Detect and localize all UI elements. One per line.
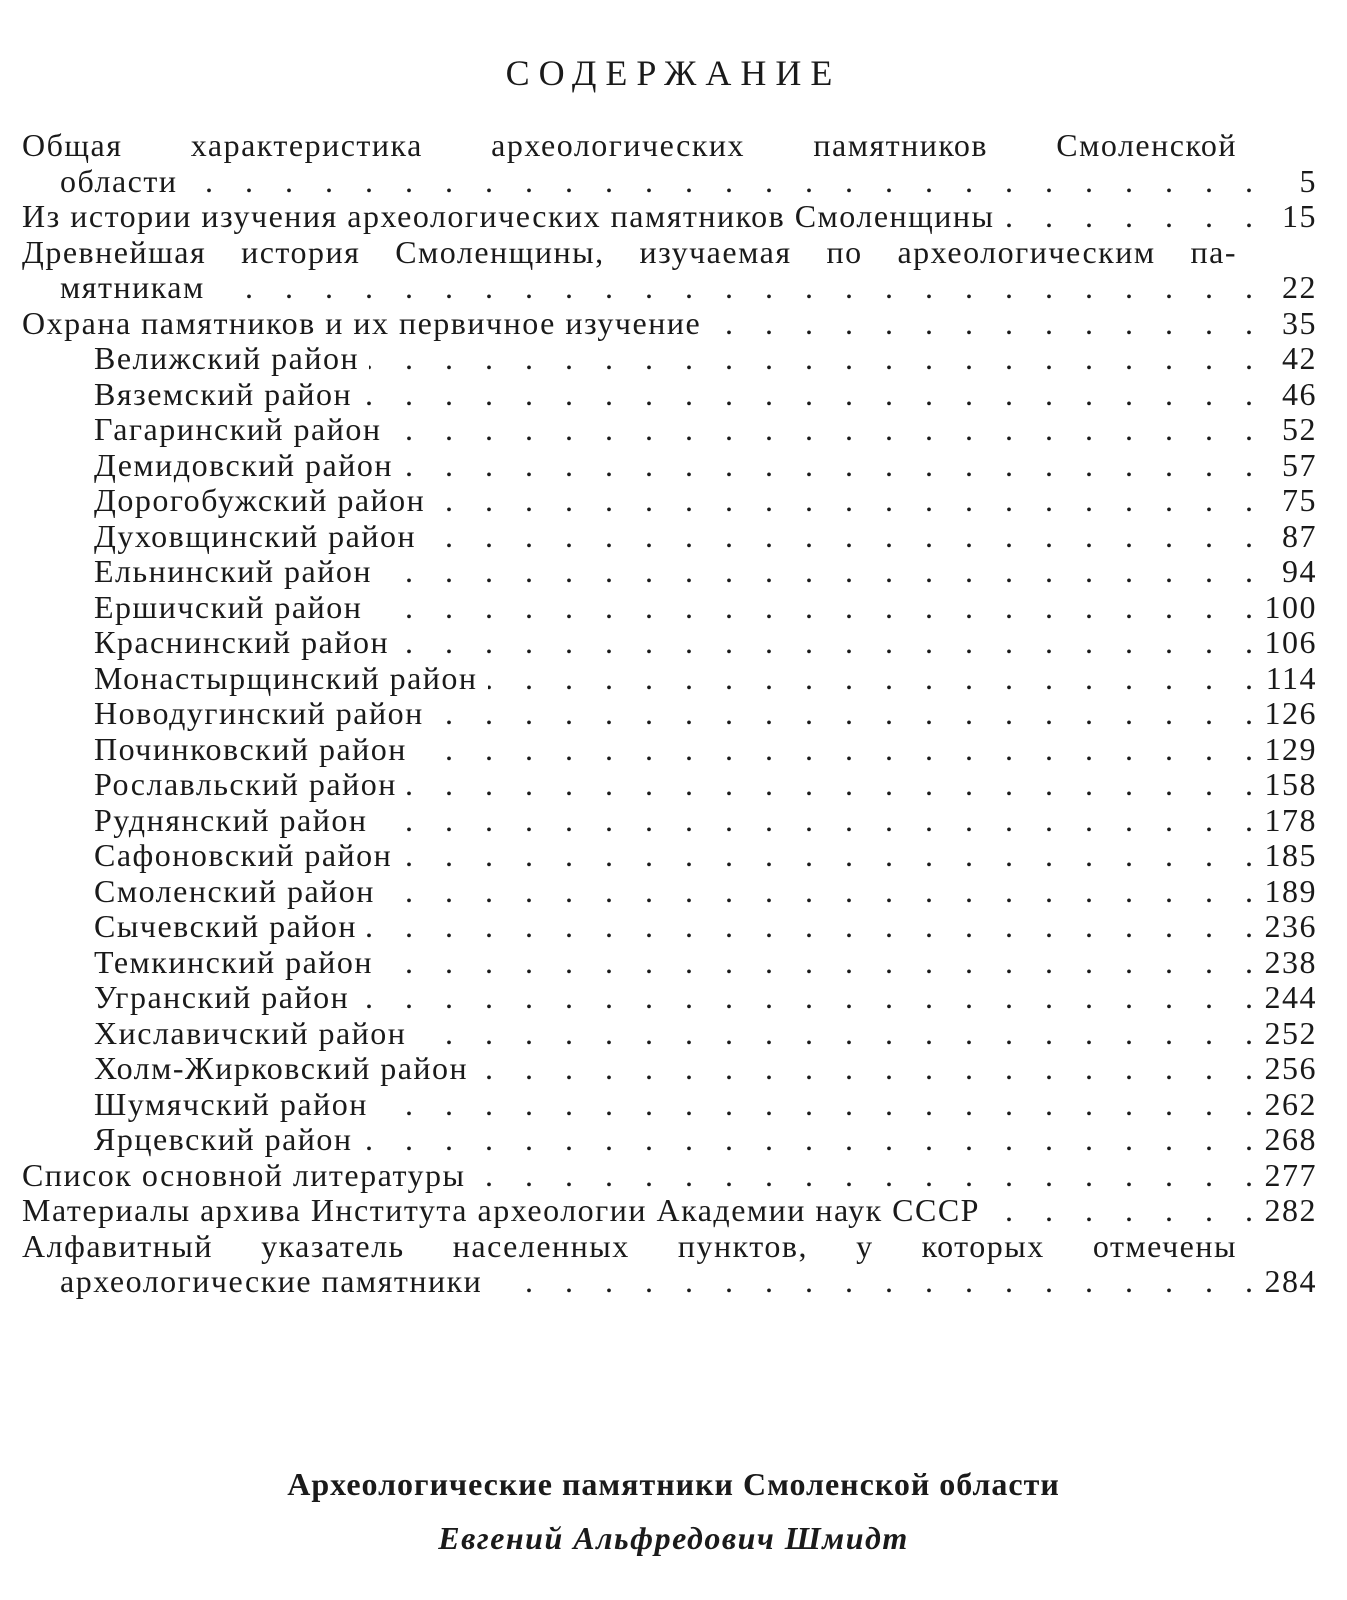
toc-entry-line (22, 306, 1317, 342)
toc-entry-line (22, 838, 1317, 874)
toc-entry-title: Дорогобужский район (94, 482, 426, 518)
toc-entry-title: Велижский район (94, 340, 360, 376)
dot-leader (362, 377, 1253, 413)
toc-entry-line (22, 874, 1317, 910)
toc-entry-title: мятникам (60, 269, 205, 305)
toc-page-number: 35 (1282, 304, 1317, 341)
toc-entry-line (22, 909, 1317, 945)
toc-entry (22, 767, 1317, 803)
toc-entry-title: области (60, 162, 178, 199)
toc-entry (22, 412, 1317, 448)
toc-entry (22, 696, 1317, 732)
dot-leader (215, 270, 1253, 306)
toc-entry-title-line: Алфавитный указатель населенных пунктов, у которых отмечены (22, 1227, 1237, 1264)
toc-entry-title: Ельнинский район (94, 553, 372, 589)
toc-entry (22, 625, 1317, 661)
dot-leader (435, 483, 1253, 519)
toc-page-number: 236 (1264, 908, 1317, 944)
toc-page-number: 268 (1264, 1121, 1317, 1157)
toc-entry-line (22, 412, 1317, 448)
toc-entry-title: Монастырщинский район (94, 659, 478, 696)
dot-leader (372, 590, 1253, 626)
toc-entry-title: Руднянский район (94, 801, 368, 838)
toc-entry (22, 519, 1317, 555)
table-of-contents (22, 128, 1317, 1300)
toc-page-number: 284 (1264, 1263, 1317, 1299)
toc-entry-title: Охрана памятников и их первичное изучение (22, 304, 702, 341)
toc-page-number: 94 (1282, 553, 1317, 589)
toc-entry-line (22, 696, 1317, 732)
toc-entry (22, 1087, 1317, 1123)
dot-leader (417, 732, 1253, 768)
dot-leader (367, 909, 1253, 945)
toc-entry (22, 1158, 1317, 1194)
toc-entry-title: археологические памятники (60, 1263, 483, 1299)
dot-leader (391, 412, 1253, 448)
dot-leader (476, 1158, 1253, 1194)
toc-entry-title: Починковский район (94, 730, 407, 767)
toc-entry-title: Ярцевский район (94, 1121, 353, 1157)
toc-entry (22, 838, 1317, 874)
dot-leader (492, 1264, 1253, 1300)
toc-page-number: 238 (1264, 943, 1317, 980)
toc-entry-title: Новодугинский район (94, 695, 424, 731)
book-author: Евгений Альфредович Шмидт (438, 1520, 909, 1556)
toc-entry-line (22, 661, 1317, 697)
toc-entry (22, 732, 1317, 768)
toc-entry (22, 1122, 1317, 1158)
dot-leader (711, 306, 1253, 342)
toc-page-number: 42 (1282, 340, 1317, 376)
toc-entry-line (22, 945, 1317, 981)
toc-entry (22, 661, 1317, 697)
toc-page-number: 129 (1264, 730, 1317, 767)
toc-page-number: 57 (1282, 446, 1317, 483)
toc-page-number: 244 (1264, 979, 1317, 1015)
dot-leader (426, 519, 1253, 555)
toc-entry-line (22, 1264, 1317, 1300)
toc-entry-line (22, 377, 1317, 413)
toc-entry-title: Холм-Жирковский район (94, 1050, 469, 1086)
dot-leader (385, 874, 1253, 910)
toc-page-number: 256 (1264, 1050, 1317, 1086)
toc-entry-line (22, 1122, 1317, 1158)
toc-entry (22, 554, 1317, 590)
dot-leader (369, 341, 1253, 377)
toc-page-number: 87 (1282, 517, 1317, 554)
toc-entry-title: Вяземский район (94, 375, 353, 412)
toc-entry-title: Материалы архива Института археологии Академии наук СССР (22, 1192, 980, 1228)
toc-entry-line (22, 199, 1317, 235)
toc-entry-title: Угранский район (94, 979, 350, 1015)
toc-entry-line (22, 625, 1317, 661)
toc-entry-line (22, 1193, 1317, 1229)
dot-leader (383, 945, 1253, 981)
toc-page-number: 52 (1282, 411, 1317, 447)
dot-leader (378, 1087, 1253, 1123)
dot-leader (434, 696, 1253, 732)
toc-entry (22, 590, 1317, 626)
toc-entry (22, 341, 1317, 377)
toc-entry-line (22, 164, 1317, 200)
dot-leader (402, 838, 1253, 874)
toc-page-number: 262 (1264, 1085, 1317, 1122)
toc-entry (22, 980, 1317, 1016)
toc-entry-title: Ершичский район (94, 588, 363, 625)
toc-entry-title: Из истории изучения археологических памятников Смоленщины (22, 198, 995, 234)
toc-entry (22, 128, 1317, 199)
toc-entry (22, 377, 1317, 413)
toc-entry-line (22, 1016, 1317, 1052)
toc-entry-title: Шумячский район (94, 1085, 368, 1122)
toc-entry (22, 199, 1317, 235)
toc-entry-title: Хиславичский район (94, 1014, 407, 1051)
toc-page-number: 100 (1264, 588, 1317, 625)
toc-entry (22, 235, 1317, 306)
toc-entry (22, 448, 1317, 484)
toc-page-number: 158 (1264, 766, 1317, 802)
toc-entry-line (22, 519, 1317, 555)
toc-entry (22, 803, 1317, 839)
toc-entry-title: Гагаринский район (94, 411, 382, 447)
toc-entry (22, 909, 1317, 945)
toc-entry-title: Сафоновский район (94, 837, 393, 873)
dot-leader (1005, 199, 1253, 235)
toc-entry (22, 1193, 1317, 1229)
toc-entry-line (22, 483, 1317, 519)
dot-leader (382, 554, 1253, 590)
toc-entry (22, 1016, 1317, 1052)
toc-entry-title: Темкинский район (94, 943, 374, 980)
toc-page-number: 106 (1264, 624, 1317, 660)
toc-entry-line (22, 590, 1317, 626)
toc-page-number: 178 (1264, 801, 1317, 838)
dot-leader (359, 980, 1253, 1016)
dot-leader (407, 767, 1253, 803)
toc-entry-line (22, 448, 1317, 484)
dot-leader (403, 448, 1253, 484)
dot-leader (363, 1122, 1253, 1158)
toc-entry-line (22, 767, 1317, 803)
toc-page-number: 46 (1282, 375, 1317, 412)
toc-page-number: 22 (1282, 269, 1317, 305)
toc-entry (22, 1229, 1317, 1300)
dot-leader (377, 803, 1253, 839)
toc-page-number: 277 (1264, 1156, 1317, 1193)
toc-entry-line (22, 270, 1317, 306)
dot-leader (990, 1193, 1253, 1229)
dot-leader (488, 661, 1253, 697)
dot-leader (416, 1016, 1253, 1052)
toc-entry-title: Демидовский район (94, 446, 393, 483)
page-title: СОДЕРЖАНИЕ (505, 53, 842, 93)
toc-entry (22, 874, 1317, 910)
toc-entry-title: Краснинский район (94, 624, 390, 660)
toc-page-number: 189 (1264, 872, 1317, 909)
toc-entry (22, 1051, 1317, 1087)
toc-page-number: 185 (1264, 837, 1317, 873)
toc-entry-line (22, 554, 1317, 590)
toc-page-number: 282 (1264, 1192, 1317, 1228)
toc-entry-title: Смоленский район (94, 872, 375, 909)
toc-entry-line (22, 1051, 1317, 1087)
toc-entry-line (22, 803, 1317, 839)
toc-page-number: 252 (1264, 1014, 1317, 1051)
dot-leader (478, 1051, 1253, 1087)
toc-entry-title: Сычевский район (94, 908, 358, 944)
toc-entry-title-line: Древнейшая история Смоленщины, изучаемая по археологическим па- (22, 233, 1237, 270)
toc-entry-line (22, 341, 1317, 377)
toc-entry-line (22, 1158, 1317, 1194)
toc-page-number: 114 (1265, 659, 1317, 696)
toc-entry (22, 306, 1317, 342)
toc-entry-title: Духовщинский район (94, 517, 417, 554)
toc-entry-line (22, 732, 1317, 768)
toc-entry (22, 483, 1317, 519)
toc-page-number: 126 (1264, 695, 1317, 731)
toc-entry-line (22, 1087, 1317, 1123)
toc-entry-line (22, 980, 1317, 1016)
dot-leader (187, 164, 1253, 200)
dot-leader (399, 625, 1253, 661)
book-title: Археологические памятники Смоленской области (287, 1466, 1060, 1502)
toc-entry (22, 945, 1317, 981)
toc-entry-title: Список основной литературы (22, 1156, 466, 1193)
toc-page-number: 75 (1282, 482, 1317, 518)
toc-page-number: 5 (1299, 162, 1317, 199)
toc-entry-title: Рославльский район (94, 766, 397, 802)
toc-entry-title-line: Общая характеристика археологических памятников Смоленской (22, 127, 1237, 163)
toc-page-number: 15 (1282, 198, 1317, 234)
